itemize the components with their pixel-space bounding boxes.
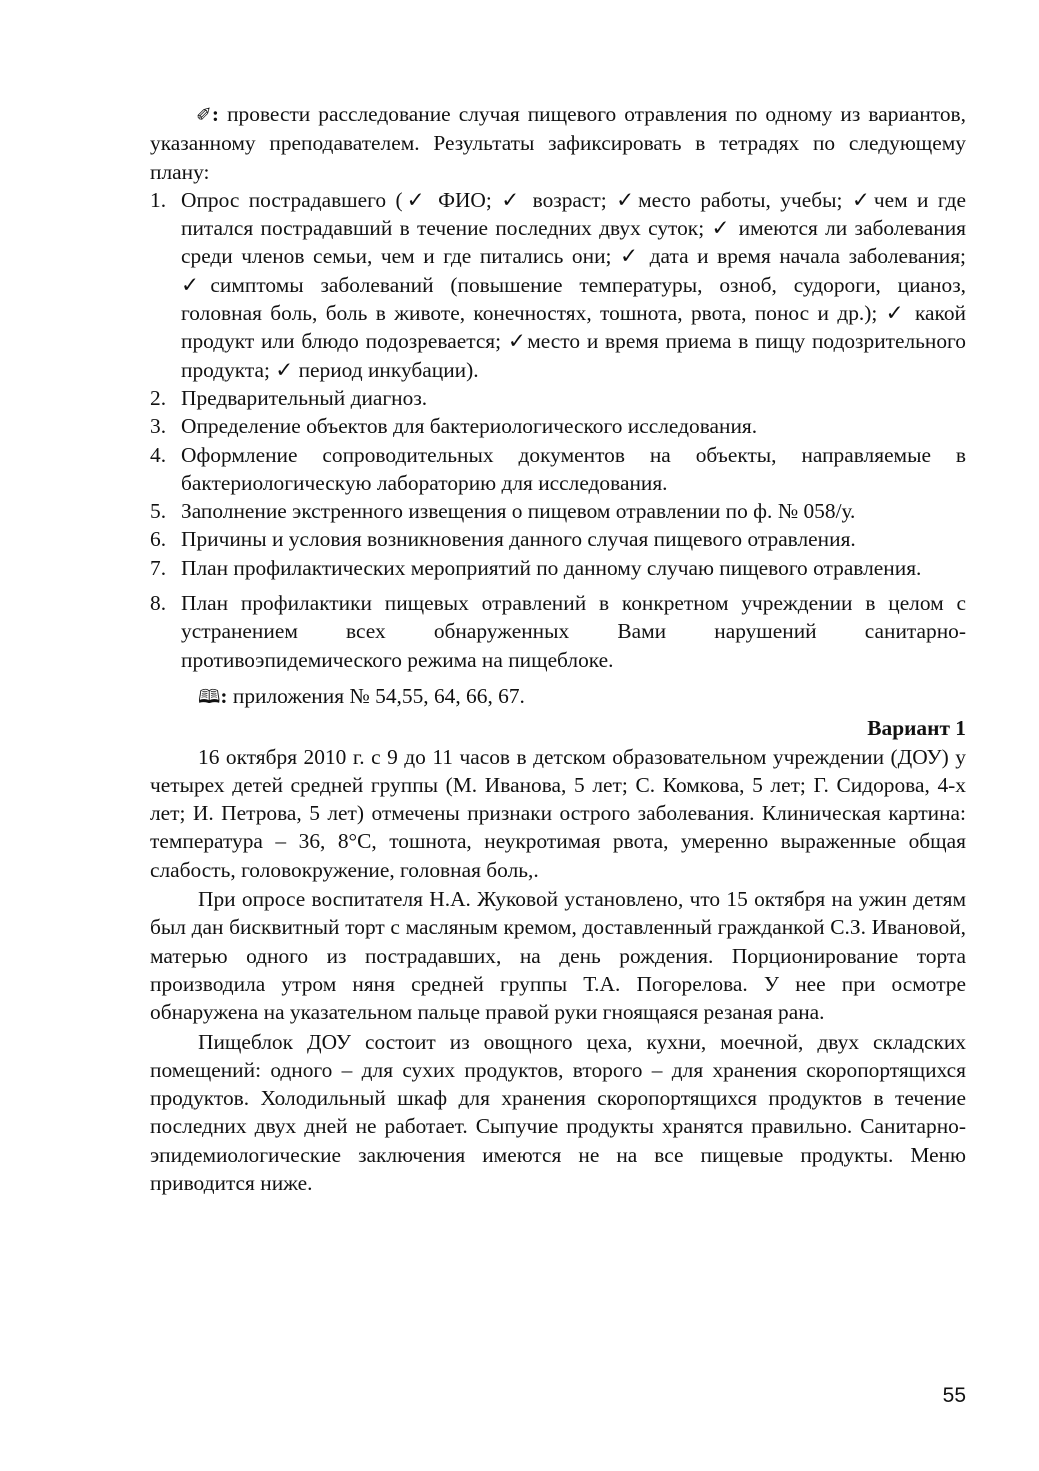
variant-paragraph-2: При опросе воспитателя Н.А. Жуковой установлено, что 15 октября на ужин детям был дан бисквитный торт с масляным кремом, доставленный гражданкой С.З. Ивановой, матерью одного из пострадавших, на день рождения. Порционирование торта производила утром няня средней группы Т.А. Погорелова. У нее при осмотре обнаружена на указательном пальце правой руки гноящаяся резаная рана. [150,887,966,1025]
reference-colon: : [220,683,233,708]
plan-item-6 [150,525,966,553]
task-intro [150,100,966,186]
variant-paragraph-3: Пищеблок ДОУ состоит из овощного цеха, кухни, моечной, двух складских помещений: одного – для сухих продуктов, второго – для хранения скоропортящихся продуктов. Холодильный шкаф для хранения скоропортящихся продуктов в течение последних двух дней не работает. Сыпучие продукты хранятся правильно. Санитарно-эпидемиологические заключения имеются не на все пищевые продукты. Меню приводится ниже. [150,1029,966,1195]
plan-item-text: Причины и условия возникновения данного случая пищевого отравления. [181,527,856,552]
variant-paragraph-1: 16 октября 2010 г. с 9 до 11 часов в детском образовательном учреждении (ДОУ) у четырех детей средней группы (М. Иванова, 5 лет; С. Комкова, 5 лет; Г. Сидорова, 4-х лет; И. Петрова, 5 лет) отмечены признаки острого заболевания. Клиническая картина: температура – 36, 8°С, тошнота, неукротимая рвота, умеренно выраженные общая слабость, головокружение, головная боль,. [150,744,966,882]
plan-item-text: Заполнение экстренного извещения о пищевом отравлении по ф. № 058/у. [181,499,856,524]
book-icon: 🕮 [198,685,221,708]
document-page [150,100,966,1197]
plan-item-text: Опрос пострадавшего (✓ ФИО; ✓ возраст; ✓место работы, учебы; ✓чем и где питался пострадавший в течение последних двух суток; ✓ имеются ли заболевания среди членов семьи, чем и где питались они; ✓ дата и время начала заболевания; ✓симптомы заболеваний (повышение температуры, озноб, судороги, цианоз, головная боль, боль в животе, конечностях, тошнота, рвота, понос и др.); ✓ какой продукт или блюдо подозревается; ✓место и время приема в пищу подозрительного продукта; ✓ период инкубации). [181,187,966,382]
plan-item-1 [150,186,966,384]
plan-item-text: Оформление сопроводительных документов на объекты, направляемые в бактериологическую лабораторию для исследования. [181,442,966,495]
intro-colon: : [211,102,228,126]
plan-item-5 [150,497,966,525]
reference-line [150,682,966,711]
plan-item-number: 5. [150,499,167,524]
page-number: 55 [942,1384,966,1407]
pencil-icon: ✐ [196,104,212,126]
plan-item-number: 8. [150,591,167,616]
plan-item-2 [150,384,966,412]
intro-text: провести расследование случая пищевого отравления по одному из вариантов, указанному преподавателем. Результаты зафиксировать в тетрадях по следующему плану: [150,102,966,184]
plan-item-number: 1. [150,187,167,212]
plan-item-text: Предварительный диагноз. [181,385,428,410]
plan-item-7 [150,554,966,582]
plan-item-text: Определение объектов для бактериологического исследования. [181,414,758,439]
plan-item-number: 7. [150,555,167,580]
reference-text: приложения № 54,55, 64, 66, 67. [232,683,525,708]
plan-item-text: План профилактических мероприятий по данному случаю пищевого отравления. [181,555,922,580]
plan-item-4 [150,441,966,498]
plan-item-3 [150,412,966,440]
plan-item-text: План профилактики пищевых отравлений в конкретном учреждении в целом с устранением всех обнаруженных Вами нарушений санитарно-противоэпидемического режима на пищеблоке. [181,591,966,672]
variant-heading: Вариант 1 [867,716,966,741]
plan-item-number: 2. [150,385,167,410]
plan-item-number: 4. [150,442,167,467]
plan-list [150,186,966,674]
plan-item-8 [150,589,966,674]
plan-item-number: 3. [150,414,167,439]
plan-item-number: 6. [150,527,167,552]
